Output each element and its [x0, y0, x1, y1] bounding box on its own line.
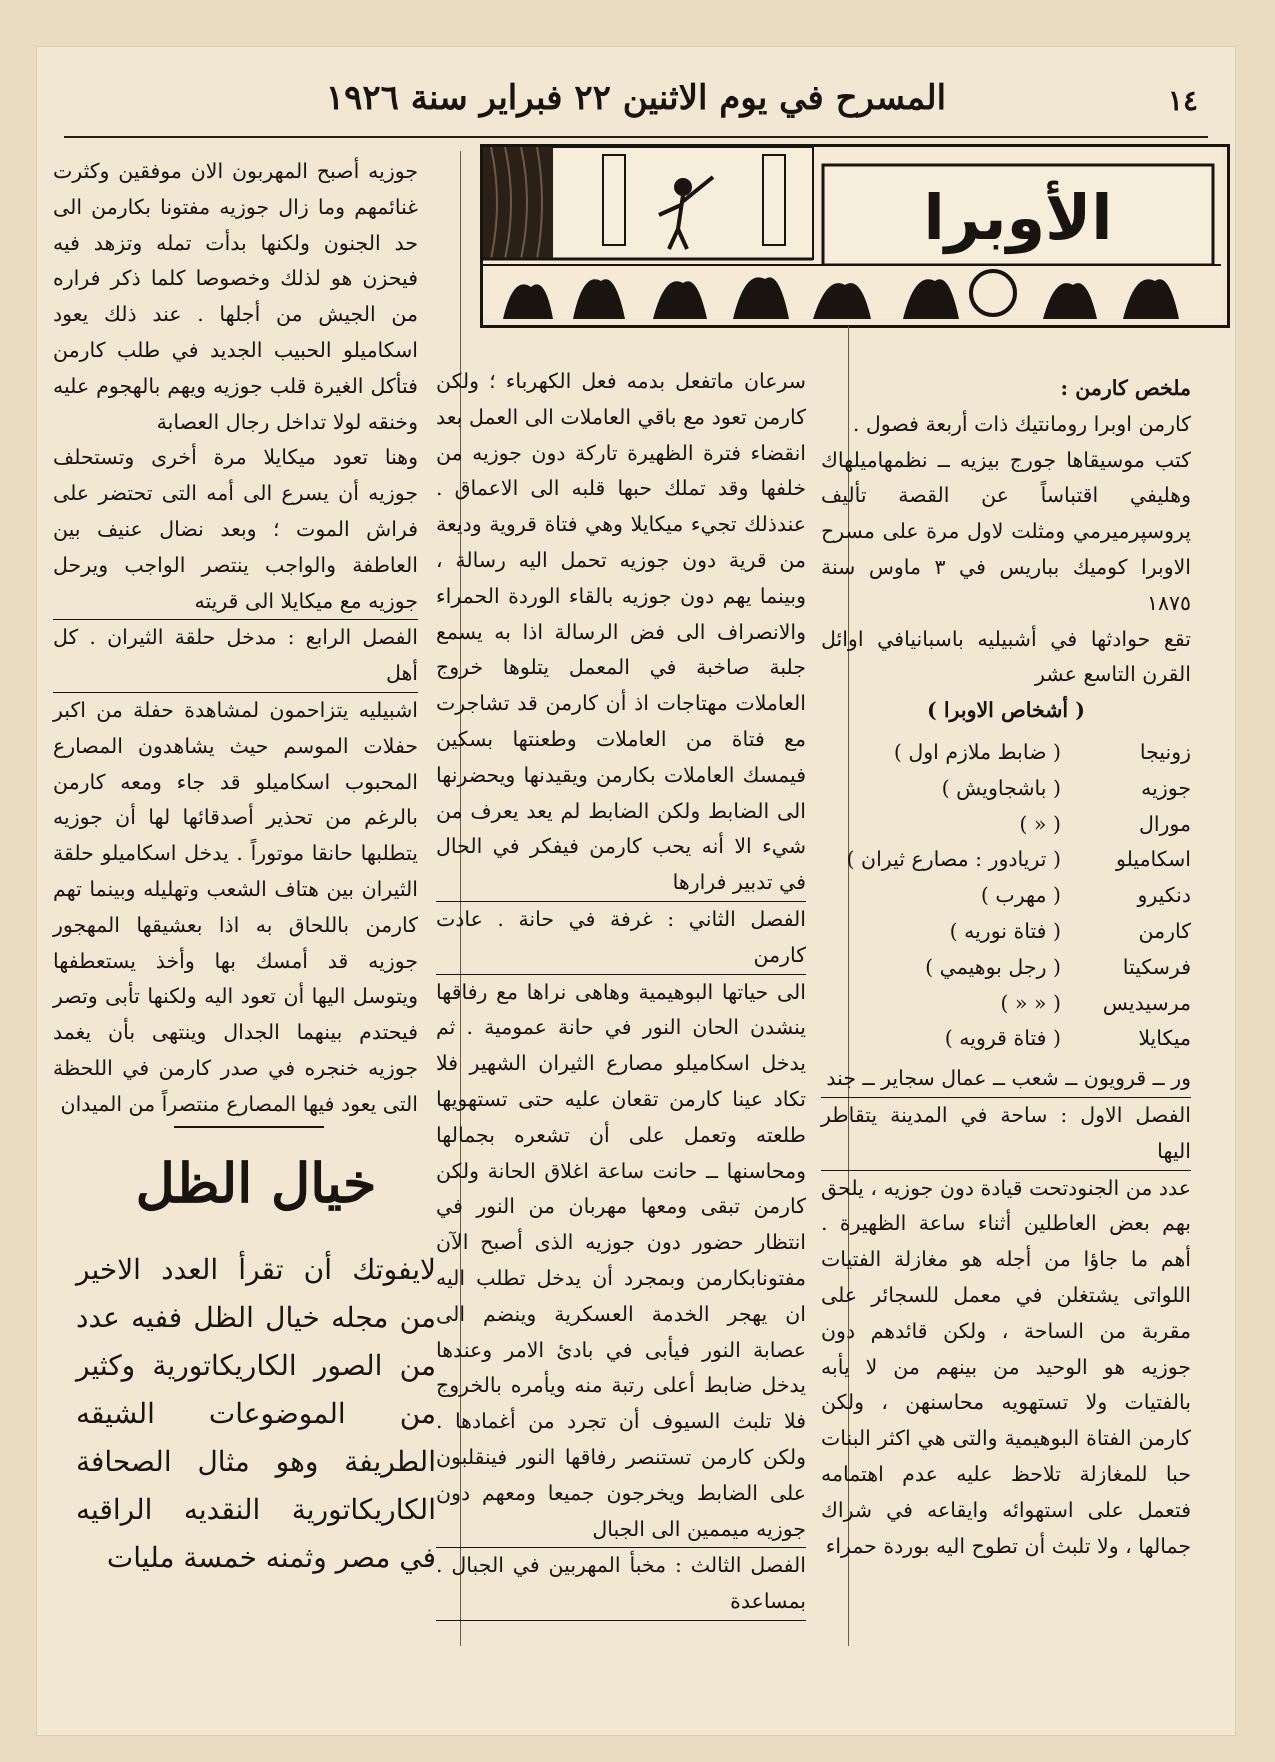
advert-body: لايفوتك أن تقرأ العدد الاخير من مجله خيال الظل ففيه عدد من الصور الكاريكاتورية وكثير من الموضوعات الشيقه الطريفة وهو مثال الصحافة الكاريكاتورية النقديه الراقيه في مصر وثمنه خمسة مليات [76, 1253, 436, 1574]
cast-row [821, 986, 1191, 1022]
cast-name: دنكيرو [1137, 883, 1191, 908]
cast-row [821, 735, 1191, 771]
cast-row [821, 878, 1191, 914]
cast-heading: ( أشخاص الاوبرا ) [927, 698, 1085, 723]
advert-title: خيال الظل [135, 1151, 377, 1215]
page-header-title: المسرح في يوم الاثنين ٢٢ فبراير سنة ١٩٢٦ [325, 78, 947, 118]
cast-row [821, 1021, 1191, 1057]
column-middle [436, 364, 806, 1621]
cast-name: فرسكيتا [1122, 954, 1191, 979]
cast-role: ( « ) [1019, 811, 1061, 836]
page-header [36, 70, 1236, 136]
illustration-title: الأوبرا [923, 181, 1113, 254]
cast-row [821, 950, 1191, 986]
left-paragraph-2: وهنا تعود ميكايلا مرة أخرى وتستحلف جوزيه أن يسرع الى أمه التى تحتضر على فراش الموت ؛ وبعد نضال عنيف بين العاطفة والواجب ينتصر الواجب ويرحل جوزيه مع ميكايلا الى قريته [53, 445, 418, 613]
act4-heading: الفصل الرابع : مدخل حلقة الثيران . كل أهل [53, 619, 418, 693]
act1-text: عدد من الجنودتحت قيادة دون جوزيه ، يلحق بهم بعض العاطلين أثناء ساعة الظهيرة . أهم ما جاؤا من أجله هو مغازلة الفتيات اللواتى يشتغلن في معمل للسجائر على مقربة من الساحة ، ولكن قائدهم دون جوزيه هو الوحيد من بينهم من لا يأبه بالفتيات ولا تستهويه محاسنهن ، ولكن كارمن الفتاة البوهيمية والتى هي اكثر البنات حبا للمغازلة تلاحظ عليه عدم اهتمامه فتعمل على استهوائه وايقاعه في شراك جمالها ، ولا تلبث أن تطوح اليه بوردة حمراء [821, 1175, 1191, 1558]
act3-heading: الفصل الثالث : مخبأ المهربين في الجبال . بمساعدة [436, 1547, 806, 1621]
intro-line-2: كتب موسيقاها جورج بيزيه ــ نظمهاميلهاك وهليفي اقتباساً عن القصة تأليف پروسپرميرمي ومثلت لاول مرة على مسرح الاوبرا كوميك بباريس في ٣ ماوس سنة ١٨٧٥ [821, 447, 1191, 615]
cast-name: اسكاميلو [1116, 847, 1191, 872]
act2-heading: الفصل الثاني : غرفة في حانة . عادت كارمن [436, 901, 806, 975]
column-right [821, 371, 1191, 1564]
newspaper-page [36, 46, 1236, 1736]
cast-role: ( فتاة قرويه ) [944, 1026, 1061, 1051]
cast-list [821, 735, 1191, 1057]
summary-heading: ملخص كارمن : [1060, 376, 1191, 400]
cast-name: جوزيه [1141, 775, 1191, 800]
cast-role: ( ضابط ملازم اول ) [893, 739, 1061, 764]
cast-name: مورال [1138, 811, 1191, 836]
header-divider [64, 136, 1208, 138]
act1-heading: الفصل الاول : ساحة في المدينة يتقاطر اليها [821, 1097, 1191, 1171]
left-paragraph-1: جوزيه أصبح المهربون الان موفقين وكثرت غنائمهم وما زال جوزيه مفتونا بكارمن الى حد الجنون ولكنها بدأت تمله وتزهد فيه فيحزن هو لذلك وخصوصا كلما ذكر فراره من الجيش من أجلها . عند ذلك يعود اسكاميلو الحبيب الجديد في طلب كارمن فتأكل الغيرة قلب جوزيه ويهم بالهجوم عليه وخنقه لولا تداخل رجال العصابة [53, 159, 418, 434]
advert-divider [174, 1126, 324, 1128]
cast-name: كارمن [1138, 918, 1191, 943]
cast-role: ( رجل بوهيمي ) [925, 954, 1061, 979]
middle-paragraph: سرعان ماتفعل بدمه فعل الكهرباء ؛ ولكن كارمن تعود مع باقي العاملات الى العمل بعد انقضاء فترة الظهيرة تاركة دون جوزيه من خلفها وقد تملك حبها قلبه الى الاعماق . عندذلك تجيء ميكايلا وهي فتاة قروية وديعة من قرية دون جوزيه تحمل اليه رسالة ، وبينما يهم دون جوزيه بالقاء الوردة الحمراء والانصراف الى فض الرسالة اذا به يسمع جلبة صاخبة في المعمل يتلوها خروج العاملات مهتاجات اذ أن كارمن قد تشاجرت مع فتاة من العاملات وطعنتها بسكين فيمسك العاملات بكارمن ويقيدنها ويحضرنها الى الضابط ولكن الضابط لم يعد يعرف من شيء الا أنه يحب كارمن فيفكر في الحال في تدبير فرارها [436, 369, 806, 895]
opera-illustration-drawing [483, 147, 1221, 319]
cast-row [821, 914, 1191, 950]
cast-role: ( فتاة نوريه ) [949, 918, 1061, 943]
cast-role: ( باشجاويش ) [941, 775, 1061, 800]
cast-row [821, 807, 1191, 843]
cast-role: ( « « ) [1000, 990, 1061, 1015]
cast-role: ( تريادور : مصارع ثيران ) [846, 847, 1061, 872]
cast-name: ميكايلا [1138, 1026, 1191, 1051]
intro-line-3: تقع حوادثها في أشبيليه باسبانيافي اوائل القرن التاسع عشر [821, 626, 1191, 687]
cast-name: زونيجا [1139, 739, 1191, 764]
opera-illustration [480, 144, 1230, 328]
extras-line: ور ــ قرويون ــ شعب ــ عمال سجاير ــ جند [826, 1066, 1191, 1091]
act2-text: الى حياتها البوهيمية وهاهى نراها مع رفاقها ينشدن الحان النور في حانة عمومية . ثم يدخل اسكاميلو مصارع الثيران الشهير فلا تكاد عينا كارمن تقعان عليه حتى تستهويها طلعته وتعمل على أن تشعره بجمالها ومحاسنها ــ حانت ساعة اغلاق الحانة ولكن كارمن تبقى ومعها مهربان من النور في انتظار حضور دون جوزيه الذى أصبح الآن مفتونابكارمن وبمجرد أن يدخل تطلب اليه ان يهجر الخدمة العسكرية وينضم الى عصابة النور فيأبى في بادئ الامر وعندها يدخل ضابط أعلى رتبة منه ويأمره بالخروج فلا تلبث السيوف أن تجرد من أغمادها . ولكن كارمن تستنصر رفاقها النور فينقلبون على الضابط ويخرجون جميعا ومعهم دون جوزيه ميممين الى الجبال [436, 979, 806, 1541]
act4-text: اشبيليه يتزاحمون لمشاهدة حفلة من اكبر حفلات الموسم حيث يشاهدون المصارع المحبوب اسكاميلو قد جاء ومعه كارمن بالرغم من تحذير أصدقائها لها أن جوزيه يتطلبها حانقا موتوراً . يدخل اسكاميلو حلقة الثيران بين هتاف الشعب وتهليله وبينما تهم كارمن باللحاق به اذا بعشيقها المهجور جوزيه قد أمسك بها وأخذ يستعطفها ويتوسل اليها أن تعود اليه ولكنها تأبى وتصر فيحتدم بينهما الجدال وينتهى بأن يغمد جوزيه خنجره في صدر كارمن في اللحظة التى يعود فيها المصارع منتصراً من الميدان [53, 697, 418, 1116]
cast-role: ( مهرب ) [980, 883, 1061, 908]
cast-name: مرسيديس [1102, 990, 1191, 1015]
column-left [53, 154, 418, 1123]
page-number: ١٤ [1167, 84, 1198, 117]
intro-line-1: كارمن اوبرا رومانتيك ذات أربعة فصول . [852, 411, 1191, 436]
cast-row [821, 842, 1191, 878]
cast-row [821, 771, 1191, 807]
